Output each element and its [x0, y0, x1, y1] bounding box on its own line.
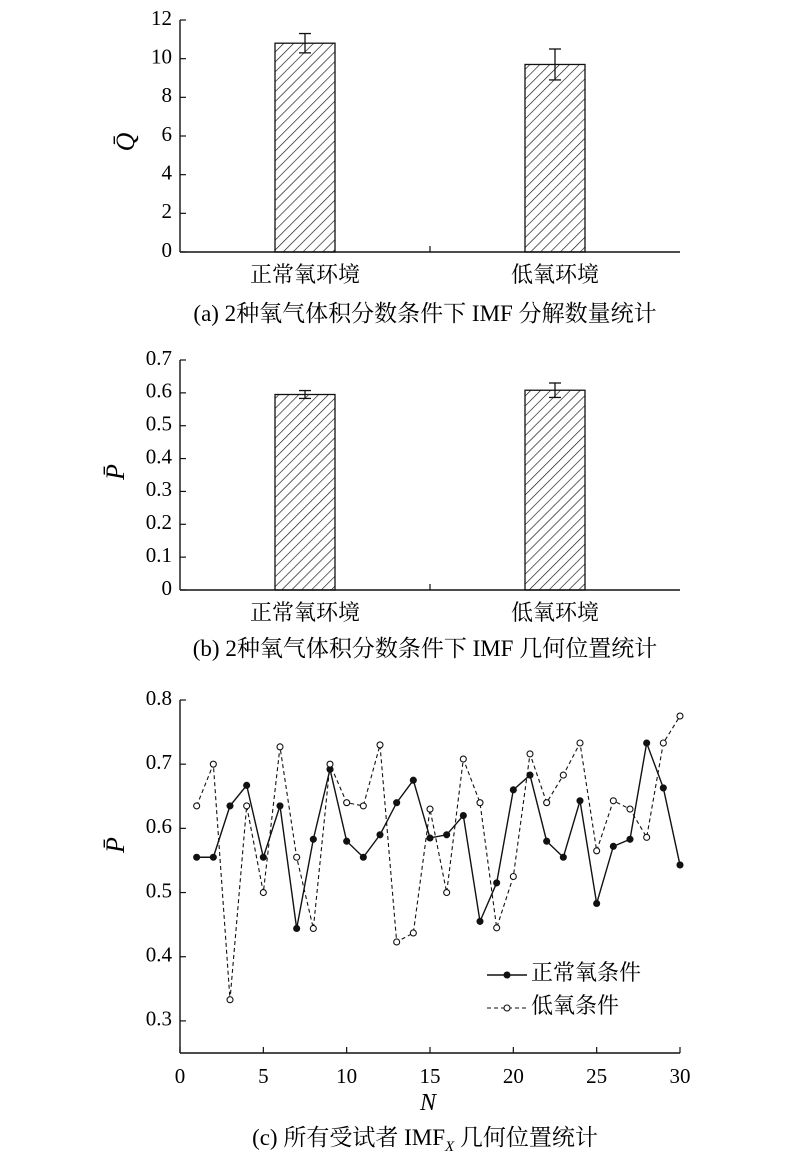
panel-b	[101, 346, 680, 661]
point-series-2-25	[594, 848, 600, 854]
point-series-2-4	[244, 803, 250, 809]
caption-b: (b) 2种氧气体积分数条件下 IMF 几何位置统计	[192, 636, 658, 661]
point-series-2-16	[444, 890, 450, 896]
y-tick-label-c: 0.5	[145, 878, 172, 903]
point-series-2-2	[210, 761, 216, 767]
caption-a: (a) 2种氧气体积分数条件下 IMF 分解数量统计	[193, 301, 657, 326]
y-tick-label-b: 0.5	[145, 411, 172, 436]
y-tick-label-b: 0.3	[145, 477, 172, 502]
point-series-2-24	[577, 740, 583, 746]
point-series-2-3	[227, 997, 233, 1003]
point-series-2-23	[560, 772, 566, 778]
x-tick-label-c: 25	[586, 1064, 608, 1088]
point-series-2-14	[410, 930, 416, 936]
legend-marker-2	[504, 1005, 510, 1011]
point-series-1-1	[194, 854, 200, 860]
point-series-1-11	[360, 854, 366, 860]
point-series-1-6	[277, 803, 283, 809]
point-series-2-20	[510, 874, 516, 880]
y-tick-label-b: 0	[161, 575, 172, 600]
y-tick-label-b: 0.2	[145, 510, 172, 535]
point-series-2-18	[477, 800, 483, 806]
point-series-1-16	[444, 832, 450, 838]
point-series-1-12	[377, 832, 383, 838]
point-series-2-8	[310, 925, 316, 931]
caption-c: (c) 所有受试者 $IMF_X$ 几何位置统计	[252, 1125, 598, 1155]
y-tick-label-a: 8	[161, 83, 172, 108]
point-series-2-19	[494, 925, 500, 931]
y-tick-label-b: 0.1	[145, 542, 172, 567]
point-series-1-25	[594, 900, 600, 906]
caption-c-subscript: X	[445, 1139, 455, 1155]
point-series-1-14	[410, 777, 416, 783]
y-tick-label-c: 0.8	[145, 685, 172, 710]
point-series-2-11	[360, 803, 366, 809]
point-series-2-21	[527, 751, 533, 757]
x-axis-label-c: N	[419, 1090, 437, 1116]
point-series-2-5	[260, 890, 266, 896]
y-axis-label-a: Q̄	[110, 132, 140, 152]
point-series-1-17	[460, 813, 466, 819]
y-tick-label-c: 0.4	[145, 942, 172, 967]
point-series-1-18	[477, 918, 483, 924]
point-series-2-6	[277, 744, 283, 750]
legend-marker-1	[504, 972, 510, 978]
y-tick-label-b: 0.4	[145, 444, 172, 469]
category-label-a-2: 低氧环境	[510, 262, 600, 287]
point-series-1-8	[310, 836, 316, 842]
point-series-2-22	[544, 800, 550, 806]
x-tick-label-c: 0	[174, 1064, 186, 1088]
y-tick-label-a: 0	[161, 237, 172, 262]
point-series-1-10	[344, 838, 350, 844]
y-tick-label-c: 0.7	[145, 749, 172, 774]
point-series-1-19	[494, 880, 500, 886]
series-line-1	[197, 743, 680, 928]
point-series-1-20	[510, 787, 516, 793]
point-series-1-23	[560, 854, 566, 860]
point-series-2-30	[677, 713, 683, 719]
legend-label-2: 低氧条件	[531, 993, 620, 1019]
legend-label-1: 正常氧条件	[531, 960, 642, 986]
category-label-b-2: 低氧环境	[510, 600, 600, 625]
panel-a	[111, 6, 680, 326]
point-series-1-4	[244, 782, 250, 788]
point-series-2-29	[660, 740, 666, 746]
y-tick-label-a: 4	[161, 160, 172, 185]
point-series-1-29	[660, 785, 666, 791]
point-series-1-15	[427, 835, 433, 841]
point-series-1-7	[294, 925, 300, 931]
point-series-2-13	[394, 939, 400, 945]
point-series-1-3	[227, 803, 233, 809]
category-label-b-1: 正常氧环境	[249, 600, 361, 625]
bar-b-1	[275, 395, 335, 591]
y-tick-label-c: 0.3	[145, 1006, 172, 1031]
y-tick-label-c: 0.6	[145, 814, 172, 839]
x-tick-label-c: 5	[258, 1064, 269, 1088]
x-tick-label-c: 30	[669, 1064, 691, 1088]
category-label-a-1: 正常氧环境	[249, 262, 361, 287]
point-series-1-30	[677, 862, 683, 868]
point-series-2-17	[460, 756, 466, 762]
bar-b-2	[525, 390, 585, 590]
point-series-2-28	[644, 834, 650, 840]
y-tick-label-b: 0.6	[145, 378, 172, 403]
point-series-1-24	[577, 798, 583, 804]
x-tick-label-c: 20	[502, 1064, 524, 1088]
point-series-1-27	[627, 836, 633, 842]
y-tick-label-a: 12	[151, 5, 172, 30]
point-series-1-13	[394, 800, 400, 806]
y-tick-label-a: 6	[161, 121, 172, 146]
x-tick-label-c: 10	[336, 1064, 358, 1088]
point-series-2-9	[327, 761, 333, 767]
point-series-1-26	[610, 843, 616, 849]
point-series-2-12	[377, 742, 383, 748]
point-series-1-22	[544, 838, 550, 844]
x-tick-label-c: 15	[419, 1064, 441, 1088]
y-axis-label-b: P̄	[100, 464, 130, 480]
bar-a-1	[275, 43, 335, 252]
y-tick-label-a: 2	[161, 199, 172, 224]
point-series-2-1	[194, 803, 200, 809]
point-series-2-10	[344, 800, 350, 806]
point-series-2-15	[427, 806, 433, 812]
bar-a-2	[525, 64, 585, 252]
point-series-2-27	[627, 806, 633, 812]
point-series-2-26	[610, 798, 616, 804]
series-line-2	[197, 716, 680, 1000]
point-series-2-7	[294, 854, 300, 860]
point-series-1-5	[260, 854, 266, 860]
panel-c	[101, 686, 691, 1155]
point-series-1-28	[644, 740, 650, 746]
y-tick-label-b: 0.7	[145, 345, 172, 370]
y-tick-label-a: 10	[151, 44, 172, 69]
point-series-1-2	[210, 854, 216, 860]
y-axis-label-c: P̄	[100, 837, 130, 853]
